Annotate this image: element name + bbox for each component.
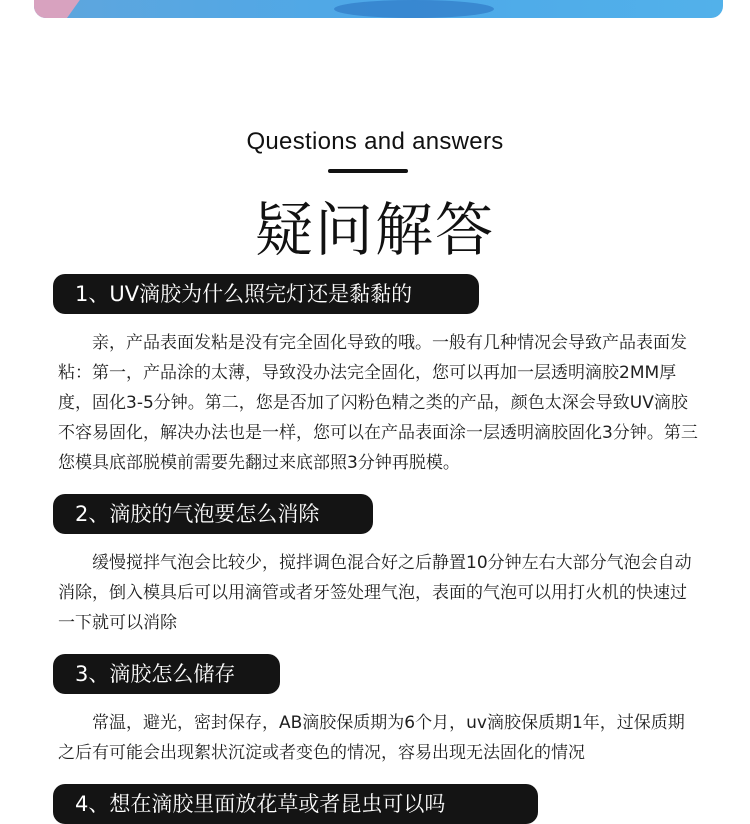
- top-banner-image: [34, 0, 723, 18]
- banner-pink-corner: [34, 0, 94, 18]
- section-heading-chinese: 疑问解答: [254, 196, 495, 264]
- answer-paragraph-3: 常温，避光，密封保存，AB滴胶保质期为6个月，uv滴胶保质期1年，过保质期之后有可能会出现絮状沉淀或者变色的情况，容易出现无法固化的情况: [58, 713, 685, 763]
- answer-paragraph-2: 缓慢搅拌气泡会比较少，搅拌调色混合好之后静置10分钟左右大部分气泡会自动消除，倒入模具后可以用滴管或者牙签处理气泡，表面的气泡可以用打火机的快速过一下就可以消除: [58, 553, 692, 633]
- banner-shadow: [334, 0, 494, 18]
- question-title-2: 2、滴胶的气泡要怎么消除: [53, 494, 373, 534]
- question-title-3: 3、滴胶怎么储存: [53, 654, 280, 694]
- question-title-1: 1、UV滴胶为什么照完灯还是黏黏的: [53, 274, 479, 314]
- answer-paragraph-1: 亲，产品表面发粘是没有完全固化导致的哦。一般有几种情况会导致产品表面发粘：第一，产品涂的太薄，导致没办法完全固化，您可以再加一层透明滴胶2MM厚度，固化3-5分钟。第二，您是否加了闪粉色精之类的产品，颜色太深会导致UV滴胶不容易固化，解决办法也是一样，您可以在产品表面涂一层透明滴胶固化3分钟。第三您模具底部脱模前需要先翻过来底部照3分钟再脱模。: [58, 333, 698, 473]
- heading-divider: [328, 169, 408, 173]
- section-heading-english: Questions and answers: [246, 128, 504, 155]
- question-title-4: 4、想在滴胶里面放花草或者昆虫可以吗: [53, 784, 538, 824]
